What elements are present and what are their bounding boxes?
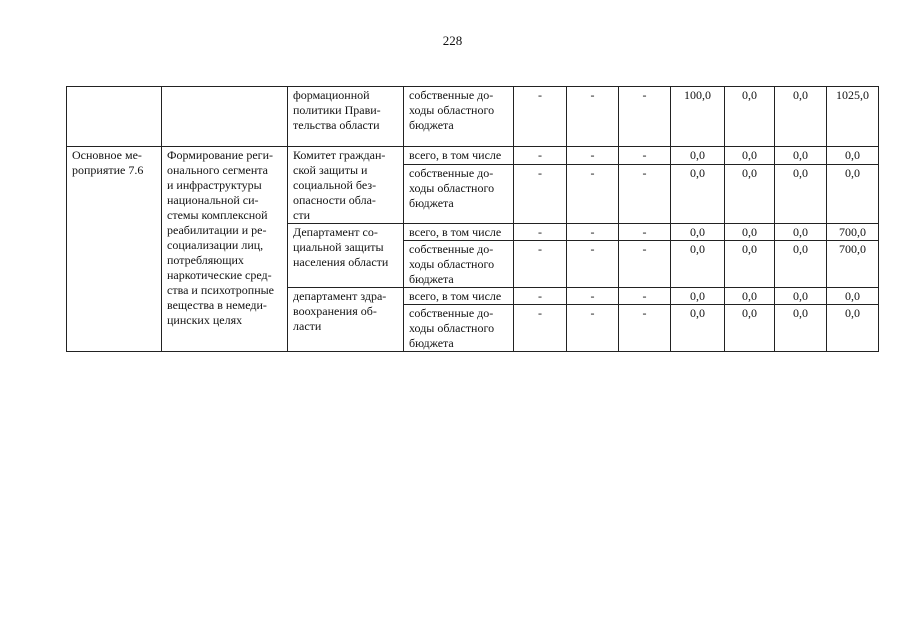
value-cell: - xyxy=(514,224,567,241)
measure-title-cell: Основное ме- роприятие 7.6 xyxy=(67,147,162,352)
value-cell: - xyxy=(567,87,619,147)
value-cell: - xyxy=(619,87,671,147)
value-cell: 0,0 xyxy=(775,164,827,223)
value-cell: - xyxy=(567,305,619,352)
value-cell: 0,0 xyxy=(671,241,725,288)
value-cell: 0,0 xyxy=(775,241,827,288)
value-cell: - xyxy=(619,224,671,241)
value-cell: 0,0 xyxy=(775,87,827,147)
value-cell: 0,0 xyxy=(671,305,725,352)
value-cell: - xyxy=(514,288,567,305)
value-cell: 0,0 xyxy=(671,224,725,241)
value-cell: - xyxy=(567,147,619,165)
budget-table xyxy=(66,86,879,352)
value-cell: 0,0 xyxy=(671,164,725,223)
funding-source-cell: всего, в том числе xyxy=(404,147,514,165)
value-cell: - xyxy=(567,241,619,288)
value-cell: 0,0 xyxy=(671,288,725,305)
funding-source-cell: собственные до- ходы областного бюджета xyxy=(404,305,514,352)
executor-cell: формационной политики Прави- тельства области xyxy=(288,87,404,147)
executor-cell: Департамент со- циальной защиты населения области xyxy=(288,224,404,288)
value-cell: 1025,0 xyxy=(827,87,879,147)
value-cell: 0,0 xyxy=(725,87,775,147)
value-cell: 100,0 xyxy=(671,87,725,147)
funding-source-cell: собственные до- ходы областного бюджета xyxy=(404,87,514,147)
value-cell: - xyxy=(619,305,671,352)
value-cell: 0,0 xyxy=(775,147,827,165)
value-cell: - xyxy=(619,164,671,223)
table-row-continuation xyxy=(67,87,879,147)
executor-cell: департамент здра- воохранения об- ласти xyxy=(288,288,404,352)
value-cell: 0,0 xyxy=(775,224,827,241)
value-cell: - xyxy=(514,241,567,288)
value-cell: 0,0 xyxy=(725,164,775,223)
table-row xyxy=(67,147,879,165)
value-cell: - xyxy=(567,288,619,305)
funding-source-cell: собственные до- ходы областного бюджета xyxy=(404,241,514,288)
value-cell: 0,0 xyxy=(827,147,879,165)
value-cell: - xyxy=(514,305,567,352)
value-cell: - xyxy=(567,164,619,223)
value-cell: - xyxy=(619,288,671,305)
value-cell: - xyxy=(514,164,567,223)
value-cell: 0,0 xyxy=(725,224,775,241)
page-number: 228 xyxy=(442,33,463,48)
measure-title-cell xyxy=(67,87,162,147)
funding-source-cell: собственные до- ходы областного бюджета xyxy=(404,164,514,223)
value-cell: - xyxy=(514,87,567,147)
measure-description-cell: Формирование реги- онального сегмента и инфраструктуры национальной си- стемы комплексной реабилитации и ре- социализации лиц, потребляющих наркотические сред- ства и психотропные вещества в немеди- цинских целях xyxy=(162,147,288,352)
value-cell: 0,0 xyxy=(775,288,827,305)
value-cell: 0,0 xyxy=(827,164,879,223)
value-cell: 0,0 xyxy=(725,288,775,305)
funding-source-cell: всего, в том числе xyxy=(404,288,514,305)
value-cell: 0,0 xyxy=(827,305,879,352)
value-cell: - xyxy=(619,241,671,288)
value-cell: 700,0 xyxy=(827,224,879,241)
value-cell: 0,0 xyxy=(775,305,827,352)
value-cell: - xyxy=(567,224,619,241)
value-cell: - xyxy=(619,147,671,165)
value-cell: 0,0 xyxy=(827,288,879,305)
value-cell: 700,0 xyxy=(827,241,879,288)
value-cell: - xyxy=(514,147,567,165)
value-cell: 0,0 xyxy=(725,241,775,288)
value-cell: 0,0 xyxy=(671,147,725,165)
measure-description-cell xyxy=(162,87,288,147)
funding-source-cell: всего, в том числе xyxy=(404,224,514,241)
executor-cell: Комитет граждан- ской защиты и социальной без- опасности обла- сти xyxy=(288,147,404,224)
value-cell: 0,0 xyxy=(725,305,775,352)
value-cell: 0,0 xyxy=(725,147,775,165)
